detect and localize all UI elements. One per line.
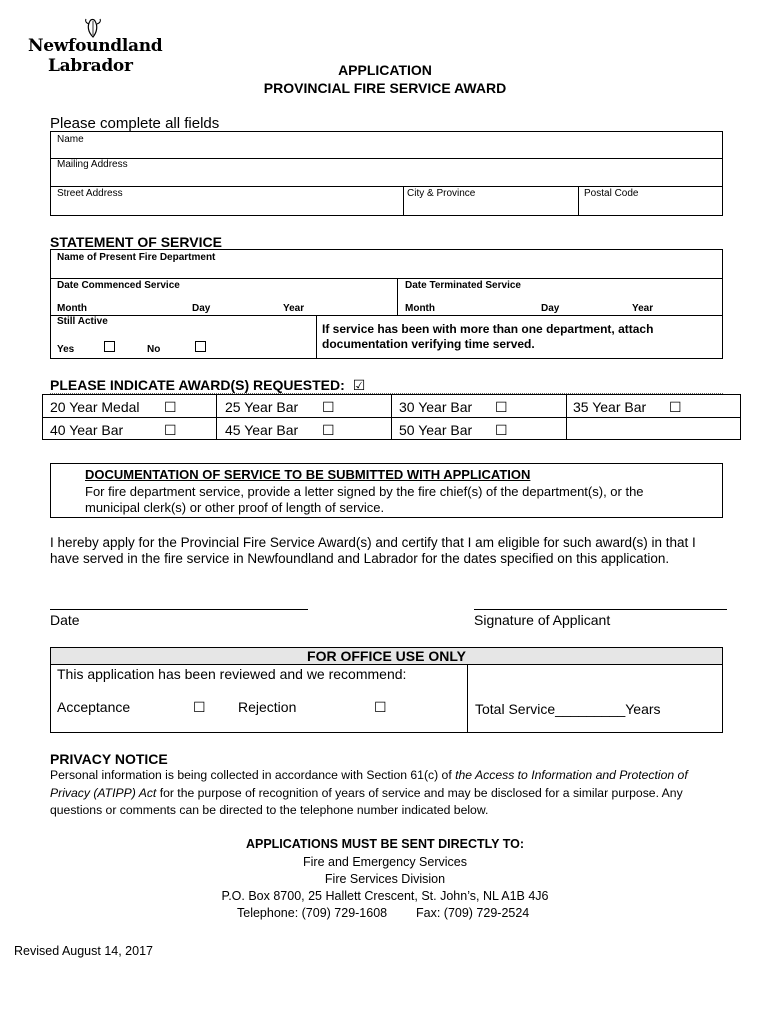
city-province-field[interactable]: City & Province xyxy=(407,188,476,199)
mailing-address-field[interactable]: Mailing Address xyxy=(57,159,128,170)
personal-info-box xyxy=(50,131,723,216)
name-field[interactable]: Name xyxy=(57,134,84,145)
fax-number: Fax: (709) 729-2524 xyxy=(416,906,530,920)
office-use-heading: FOR OFFICE USE ONLY xyxy=(307,648,466,664)
award-40-year-bar-checkbox[interactable]: ☐ xyxy=(164,422,177,438)
still-active-yes-checkbox[interactable] xyxy=(104,341,115,352)
documentation-line-1: For fire department service, provide a letter signed by the fire chief(s) of the department(s), or the xyxy=(85,484,644,499)
applicant-signature-line[interactable] xyxy=(474,609,727,610)
street-address-field[interactable]: Street Address xyxy=(57,188,123,199)
years-label: Years xyxy=(625,701,661,717)
privacy-act-name-1: the Access to Information and Protection of xyxy=(455,768,688,782)
address-line-1: Fire and Emergency Services xyxy=(303,855,467,869)
acceptance-checkbox[interactable]: ☐ xyxy=(193,699,206,715)
date-signature-line[interactable] xyxy=(50,609,308,610)
awards-table xyxy=(42,394,741,440)
personal-heading: Please complete all fields xyxy=(50,115,220,132)
office-use-box xyxy=(50,647,723,733)
privacy-act-name-2: Privacy (ATIPP) Act xyxy=(50,786,157,800)
multi-department-note-line-2: documentation verifying time served. xyxy=(322,337,535,351)
award-30-year-bar-checkbox[interactable]: ☐ xyxy=(495,399,508,415)
award-40-year-bar-label: 40 Year Bar xyxy=(50,422,124,438)
address-line-3: P.O. Box 8700, 25 Hallett Crescent, St. John’s, NL A1B 4J6 xyxy=(221,889,549,903)
office-reviewed-text: This application has been reviewed and we recommend: xyxy=(57,666,407,682)
documentation-box xyxy=(50,463,723,518)
terminated-month-field[interactable]: Month xyxy=(405,303,435,314)
no-label: No xyxy=(147,344,161,355)
postal-code-field[interactable]: Postal Code xyxy=(584,188,639,199)
awards-heading-text: PLEASE INDICATE AWARD(S) REQUESTED: xyxy=(50,377,345,393)
award-25-year-bar-checkbox[interactable]: ☐ xyxy=(322,399,335,415)
service-heading: STATEMENT OF SERVICE xyxy=(50,234,222,250)
privacy-line-2 xyxy=(50,786,683,800)
award-50-year-bar-checkbox[interactable]: ☐ xyxy=(495,422,508,438)
present-department-field[interactable]: Name of Present Fire Department xyxy=(57,252,216,263)
total-service-blank: _________ xyxy=(555,701,626,717)
total-service-field[interactable] xyxy=(475,701,661,717)
rejection-checkbox[interactable]: ☐ xyxy=(374,699,387,715)
award-35-year-bar-label: 35 Year Bar xyxy=(573,399,647,415)
privacy-text-2: for the purpose of recognition of years of service and may be disclosed for a similar purpose. Any xyxy=(156,786,683,800)
commenced-month-field[interactable]: Month xyxy=(57,303,87,314)
date-label: Date xyxy=(50,612,80,628)
commenced-day-field[interactable]: Day xyxy=(192,303,211,314)
award-20-year-medal-label: 20 Year Medal xyxy=(50,399,140,415)
address-line-2: Fire Services Division xyxy=(324,872,446,886)
still-active-no-checkbox[interactable] xyxy=(195,341,206,352)
award-25-year-bar-label: 25 Year Bar xyxy=(225,399,299,415)
rejection-label: Rejection xyxy=(238,699,297,715)
telephone-number: Telephone: (709) 729-1608 xyxy=(237,906,388,920)
title-line-1: APPLICATION xyxy=(338,62,432,78)
checked-box-icon: ☑ xyxy=(352,377,366,393)
revised-date: Revised August 14, 2017 xyxy=(14,944,153,958)
award-45-year-bar-label: 45 Year Bar xyxy=(225,422,299,438)
certification-line-2: have served in the fire service in Newfoundland and Labrador for the dates specified on this application. xyxy=(50,551,670,566)
service-box xyxy=(50,249,723,359)
commenced-year-field[interactable]: Year xyxy=(283,303,305,314)
award-45-year-bar-checkbox[interactable]: ☐ xyxy=(322,422,335,438)
send-to-heading: APPLICATIONS MUST BE SENT DIRECTLY TO: xyxy=(245,837,525,851)
award-35-year-bar-checkbox[interactable]: ☐ xyxy=(669,399,682,415)
privacy-heading: PRIVACY NOTICE xyxy=(50,751,168,767)
date-terminated-label: Date Terminated Service xyxy=(405,280,521,291)
documentation-heading: DOCUMENTATION OF SERVICE TO BE SUBMITTED WITH APPLICATION xyxy=(85,467,531,482)
total-service-label: Total Service xyxy=(475,701,556,717)
yes-label: Yes xyxy=(57,344,75,355)
awards-heading xyxy=(50,377,365,394)
title-line-2: PROVINCIAL FIRE SERVICE AWARD xyxy=(263,80,507,96)
signature-label: Signature of Applicant xyxy=(474,612,611,628)
privacy-line-3: questions or comments can be directed to the telephone number indicated below. xyxy=(50,803,489,817)
acceptance-label: Acceptance xyxy=(57,699,131,715)
date-commenced-label: Date Commenced Service xyxy=(57,280,180,291)
terminated-year-field[interactable]: Year xyxy=(632,303,654,314)
logo-line-1: Newfoundland xyxy=(28,36,163,56)
certification-line-1: I hereby apply for the Provincial Fire Service Award(s) and certify that I am eligible for such award(s) in that I xyxy=(50,535,696,550)
documentation-line-2: municipal clerk(s) or other proof of length of service. xyxy=(85,500,385,515)
award-20-year-medal-checkbox[interactable]: ☐ xyxy=(164,399,177,415)
award-30-year-bar-label: 30 Year Bar xyxy=(399,399,473,415)
still-active-label: Still Active xyxy=(57,316,108,327)
privacy-text-1: Personal information is being collected in accordance with Section 61(c) of xyxy=(50,768,456,782)
pitcher-plant-icon xyxy=(84,18,102,38)
multi-department-note-line-1: If service has been with more than one department, attach xyxy=(322,322,654,336)
award-50-year-bar-label: 50 Year Bar xyxy=(399,422,473,438)
terminated-day-field[interactable]: Day xyxy=(541,303,560,314)
privacy-line-1 xyxy=(50,768,688,782)
logo-line-2: Labrador xyxy=(48,56,133,76)
